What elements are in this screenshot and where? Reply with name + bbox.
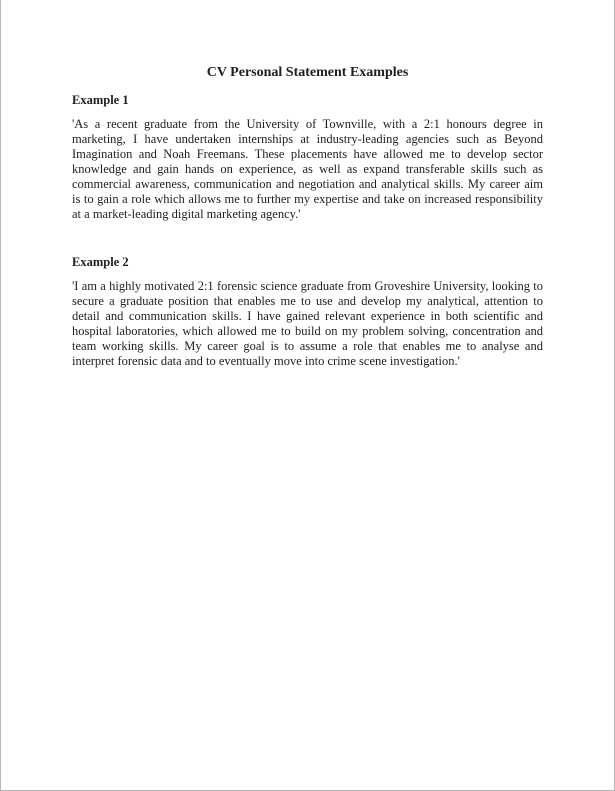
- page-title: CV Personal Statement Examples: [206, 65, 409, 80]
- example-1-paragraph: 'As a recent graduate from the University of Townville, with a 2:1 honours degree in marketing, I have undertaken internships at industry-leading agencies such as Beyond Imagination and Noah Freemans. These placements have allowed me to develop sector knowledge and gain hands on experience, as well as expand transferable skills such as commercial awareness, communication and negotiation and analytical skills. My career aim is to gain a role which allows me to further my expertise and take on increased responsibility at a market-leading digital marketing agency.': [72, 117, 543, 221]
- example-1-section: [72, 93, 543, 222]
- example-2-heading: Example 2: [72, 255, 129, 269]
- example-2-section: [72, 255, 543, 369]
- example-2-paragraph: 'I am a highly motivated 2:1 forensic science graduate from Groveshire University, looking to secure a graduate position that enables me to use and develop my analytical, attention to detail and communication skills. I have gained relevant experience in both scientific and hospital laboratories, which allowed me to build on my problem solving, concentration and team working skills. My career goal is to assume a role that enables me to analyse and interpret forensic data and to eventually move into crime scene investigation.': [72, 279, 543, 368]
- example-1-heading: Example 1: [72, 93, 129, 107]
